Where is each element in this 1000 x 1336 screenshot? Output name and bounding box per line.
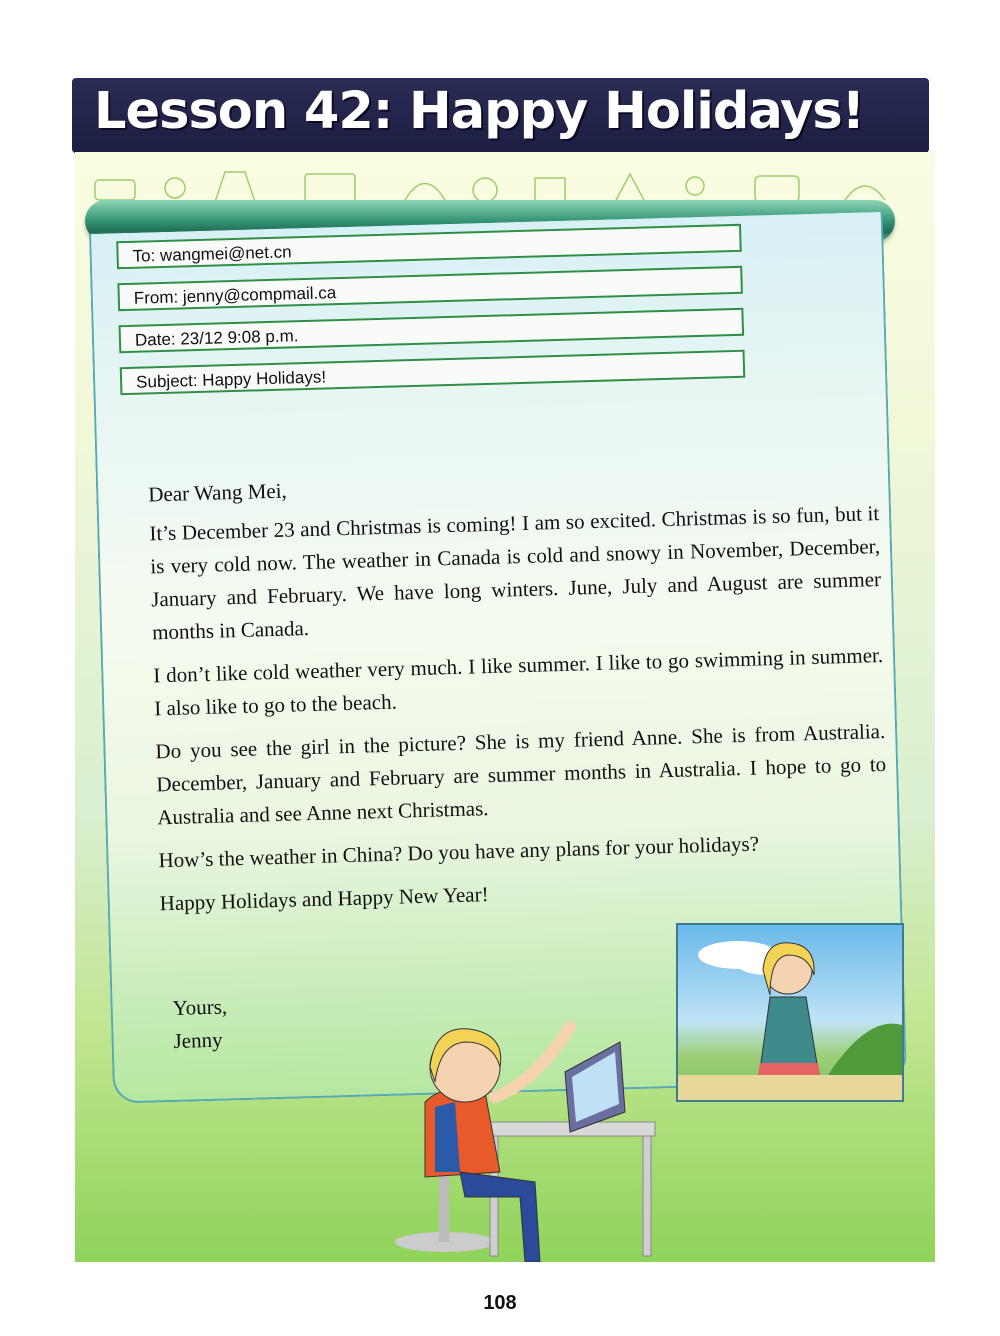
doodle-shape bbox=[473, 178, 497, 202]
anne-skirt-trim bbox=[758, 1063, 820, 1075]
email-from-field: From: jenny@compmail.ca bbox=[117, 266, 743, 311]
letter-body bbox=[148, 462, 890, 930]
chair-post bbox=[439, 1172, 449, 1242]
doodle-shape bbox=[215, 172, 255, 202]
doodle-shape bbox=[535, 178, 565, 202]
doodle-shape bbox=[845, 186, 885, 200]
lesson-title-bar bbox=[72, 78, 929, 153]
letter-paragraph: Do you see the girl in the picture? She is my friend Anne. She is from Australia. December, January and February are summer months in Australia. I hope to go to Australia and see Anne next Christmas. bbox=[155, 718, 887, 830]
lesson-title: Lesson 42: Happy Holidays! bbox=[94, 82, 865, 141]
letter-paragraph: It’s December 23 and Christmas is coming! I am so excited. Christmas is so fun, but it is very cold now. The weather in Canada is cold and snowy in November, December, January and February. We have long winters. June, July and August are summer months in Canada. bbox=[149, 501, 882, 645]
doodle-shape bbox=[405, 184, 445, 201]
waving-arm bbox=[495, 1027, 570, 1097]
doodle-shape bbox=[755, 176, 799, 202]
doodle-shape bbox=[95, 180, 135, 200]
doodle-shape bbox=[165, 178, 185, 198]
letter-paragraph: I don’t like cold weather very much. I like summer. I like to go swimming in summer. I also like to go to the beach. bbox=[153, 642, 884, 721]
sand bbox=[678, 1075, 902, 1100]
email-date-field: Date: 23/12 9:08 p.m. bbox=[119, 308, 745, 353]
letter-signoff bbox=[172, 990, 228, 1057]
letter-paragraph: How’s the weather in China? Do you have any plans for your holidays? bbox=[158, 831, 760, 873]
anne-illustration bbox=[678, 925, 902, 1100]
letter-greeting: Dear Wang Mei, bbox=[147, 478, 288, 507]
letter-closing: Yours, bbox=[172, 994, 228, 1020]
letter-paragraph: Happy Holidays and Happy New Year! bbox=[159, 882, 489, 916]
anne-photo bbox=[676, 923, 904, 1102]
doodle-shape bbox=[305, 174, 355, 202]
page-number: 108 bbox=[483, 1292, 517, 1314]
doodle-shape bbox=[615, 174, 645, 202]
doodle-shape bbox=[686, 177, 704, 195]
desk-leg bbox=[643, 1136, 651, 1256]
jenny-at-computer-illustration bbox=[365, 972, 685, 1262]
anne-dress bbox=[760, 997, 818, 1070]
letter-signature: Jenny bbox=[173, 1027, 223, 1053]
email-subject-field: Subject: Happy Holidays! bbox=[120, 350, 746, 395]
email-to-field: To: wangmei@net.cn bbox=[116, 224, 742, 269]
